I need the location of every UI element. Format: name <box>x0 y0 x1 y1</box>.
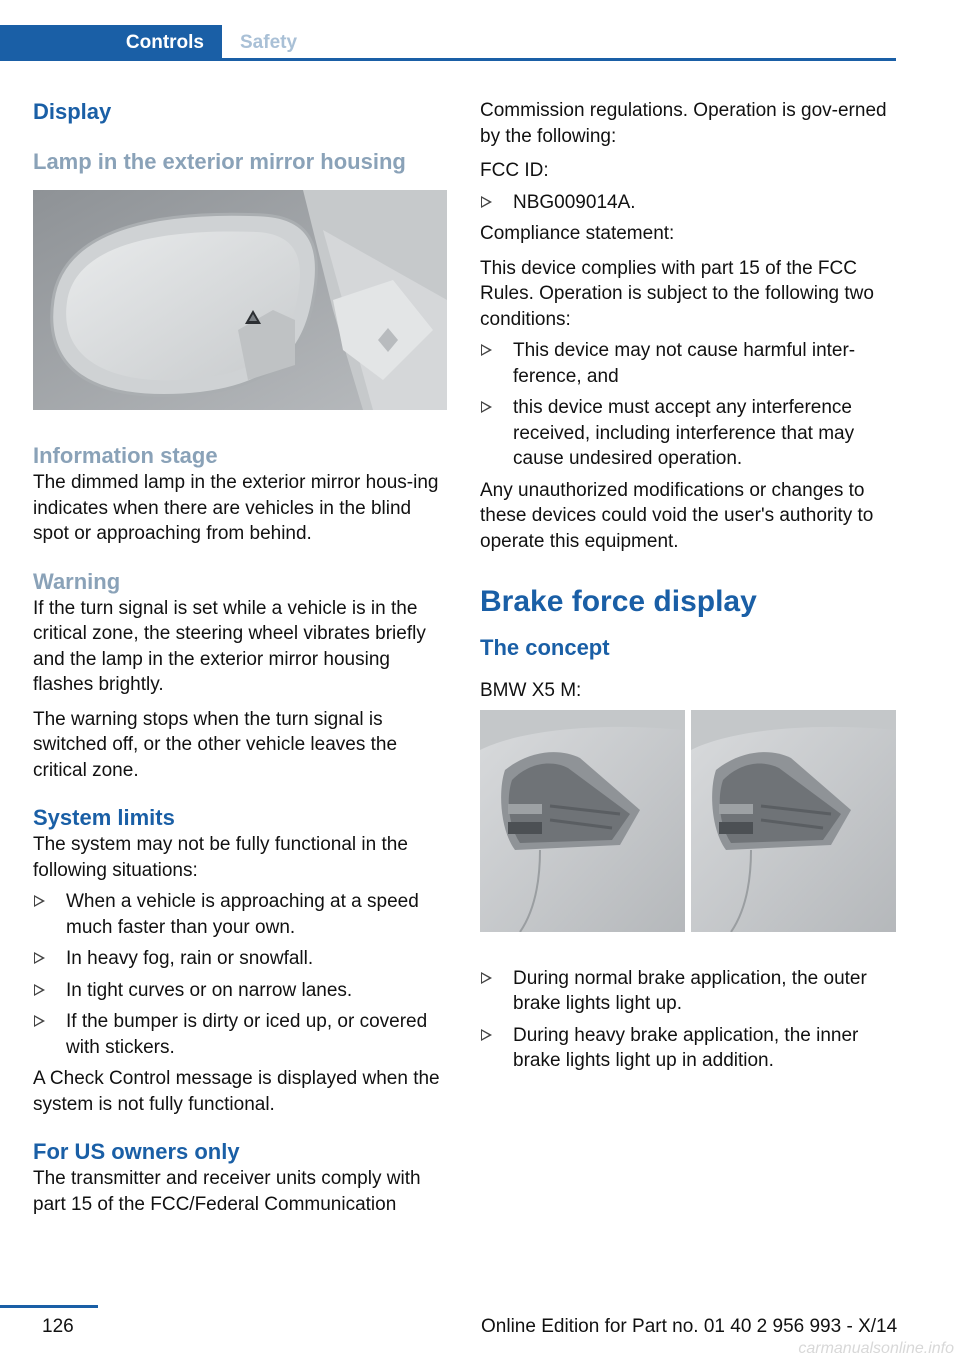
paragraph-warning-2: The warning stops when the turn signal is switched off, or the other vehicle leaves the critical zone. <box>33 708 398 781</box>
bullet-arrow-icon <box>34 1015 45 1027</box>
paragraph-unauthorized: Any unauthorized modifications or changes to these devices could void the user's authority to operate this equipment. <box>480 479 874 552</box>
paragraph-warning-1: If the turn signal is set while a vehicle is in the critical zone, the steering wheel vibrates briefly and the lamp in the exterior mirror housing flashes brightly. <box>33 597 426 695</box>
heading-the-concept: The concept <box>480 635 610 660</box>
heading-brake-force-display: Brake force display <box>480 585 757 618</box>
paragraph-complies: This device complies with part 15 of the FCC Rules. Operation is subject to the following two conditions: <box>480 257 874 330</box>
header-tabs <box>0 25 896 61</box>
heading-information-stage: Information stage <box>33 443 218 468</box>
paragraph-check-control: A Check Control message is displayed when the system is not fully functional. <box>33 1068 440 1115</box>
paragraph-information: The dimmed lamp in the exterior mirror hous-ing indicates when there are vehicles in the blind spot or approaching from behind. <box>33 472 439 544</box>
bullet-arrow-icon <box>34 952 45 964</box>
paragraph-us-owners: The transmitter and receiver units comply with part 15 of the FCC/Federal Communication <box>33 1168 421 1215</box>
bullet-arrow-icon <box>481 344 492 356</box>
paragraph-fcc-id: FCC ID: <box>480 160 549 181</box>
heading-lamp: Lamp in the exterior mirror housing <box>33 149 406 174</box>
tab-controls[interactable]: Controls <box>0 25 222 61</box>
conditions-list <box>480 338 898 472</box>
footer-divider <box>0 1305 98 1308</box>
list-item: If the bumper is dirty or iced up, or covered with stickers. <box>33 1009 447 1060</box>
limits-list <box>33 889 447 1060</box>
edition-text: Online Edition for Part no. 01 40 2 956 993 - X/14 <box>481 1316 898 1337</box>
bullet-arrow-icon <box>481 972 492 984</box>
bullet-arrow-icon <box>34 895 45 907</box>
paragraph-limits: The system may not be fully functional in the following situations: <box>33 834 408 881</box>
brake-list <box>480 966 898 1074</box>
list-item: When a vehicle is approaching at a speed much faster than your own. <box>33 889 447 940</box>
list-item: During normal brake application, the outer brake lights light up. <box>480 966 898 1017</box>
paragraph-model: BMW X5 M: <box>480 680 582 701</box>
bullet-arrow-icon <box>481 401 492 413</box>
tab-safety[interactable]: Safety <box>240 32 298 53</box>
bullet-arrow-icon <box>34 984 45 996</box>
heading-display: Display <box>33 99 112 124</box>
mirror-image <box>33 190 447 410</box>
paragraph-commission: Commission regulations. Operation is gov-erned by the following: <box>480 100 887 147</box>
list-item: In tight curves or on narrow lanes. <box>33 978 447 1004</box>
list-item: This device may not cause harmful inter-ference, and <box>480 338 898 389</box>
fcc-list <box>480 190 898 216</box>
left-column <box>33 98 447 1226</box>
bullet-arrow-icon <box>481 196 492 208</box>
list-item: In heavy fog, rain or snowfall. <box>33 946 447 972</box>
bullet-arrow-icon <box>481 1029 492 1041</box>
right-column <box>480 98 898 1080</box>
brake-lights-image <box>480 710 896 932</box>
paragraph-compliance: Compliance statement: <box>480 223 675 244</box>
heading-warning: Warning <box>33 568 121 594</box>
list-item: NBG009014A. <box>480 190 898 216</box>
list-item: During heavy brake application, the inner brake lights light up in addition. <box>480 1023 898 1074</box>
header-divider <box>0 58 896 61</box>
heading-system-limits: System limits <box>33 805 175 830</box>
heading-us-owners: For US owners only <box>33 1139 240 1164</box>
watermark: carmanualsonline.info <box>798 1340 954 1357</box>
page-number: 126 <box>42 1316 74 1337</box>
list-item: this device must accept any interference received, including interference that may cause undesired operation. <box>480 395 898 472</box>
